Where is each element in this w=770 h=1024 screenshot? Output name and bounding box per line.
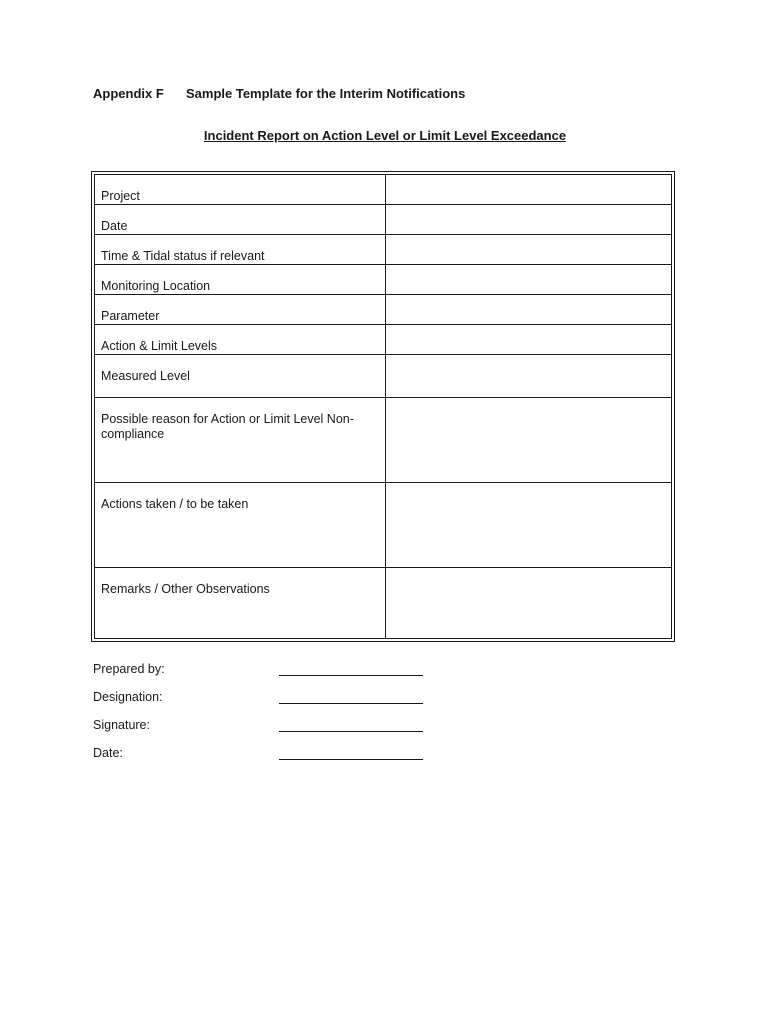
field-label-monitoring-location: Monitoring Location: [95, 265, 386, 295]
field-value-project[interactable]: [386, 175, 672, 205]
designation-line[interactable]: [279, 703, 423, 704]
field-value-monitoring-location[interactable]: [386, 265, 672, 295]
form-row-project: [95, 175, 672, 205]
field-value-action-limit-levels[interactable]: [386, 325, 672, 355]
field-value-time-tidal[interactable]: [386, 235, 672, 265]
form-row-monitoring-location: [95, 265, 672, 295]
incident-report-table: [94, 174, 672, 639]
field-label-project: Project: [95, 175, 386, 205]
field-label-possible-reason: Possible reason for Action or Limit Level Non-compliance: [95, 398, 386, 483]
form-row-date: [95, 205, 672, 235]
field-value-possible-reason[interactable]: [386, 398, 672, 483]
prepared-by-label: Prepared by:: [93, 662, 165, 676]
signature-label: Signature:: [93, 718, 150, 732]
field-value-actions-taken[interactable]: [386, 483, 672, 568]
report-subtitle: Incident Report on Action Level or Limit Level Exceedance: [203, 128, 567, 143]
field-label-actions-taken: Actions taken / to be taken: [95, 483, 386, 568]
signoff-date-label: Date:: [93, 746, 123, 760]
form-row-actions-taken: [95, 483, 672, 568]
signoff-date-line[interactable]: [279, 759, 423, 760]
incident-report-form: [91, 171, 675, 642]
field-label-date: Date: [95, 205, 386, 235]
designation-label: Designation:: [93, 690, 163, 704]
document-title: Sample Template for the Interim Notifications: [186, 86, 466, 101]
form-row-time-tidal: [95, 235, 672, 265]
field-label-action-limit-levels: Action & Limit Levels: [95, 325, 386, 355]
form-row-remarks: [95, 568, 672, 639]
field-value-remarks[interactable]: [386, 568, 672, 639]
signature-line[interactable]: [279, 731, 423, 732]
field-label-time-tidal: Time & Tidal status if relevant: [95, 235, 386, 265]
field-label-remarks: Remarks / Other Observations: [95, 568, 386, 639]
prepared-by-line[interactable]: [279, 675, 423, 676]
field-label-parameter: Parameter: [95, 295, 386, 325]
appendix-label: Appendix F: [93, 86, 164, 101]
form-row-measured-level: [95, 355, 672, 398]
field-value-measured-level[interactable]: [386, 355, 672, 398]
form-row-possible-reason: [95, 398, 672, 483]
field-value-date[interactable]: [386, 205, 672, 235]
form-row-parameter: [95, 295, 672, 325]
field-value-parameter[interactable]: [386, 295, 672, 325]
field-label-measured-level: Measured Level: [95, 355, 386, 398]
form-row-action-limit-levels: [95, 325, 672, 355]
